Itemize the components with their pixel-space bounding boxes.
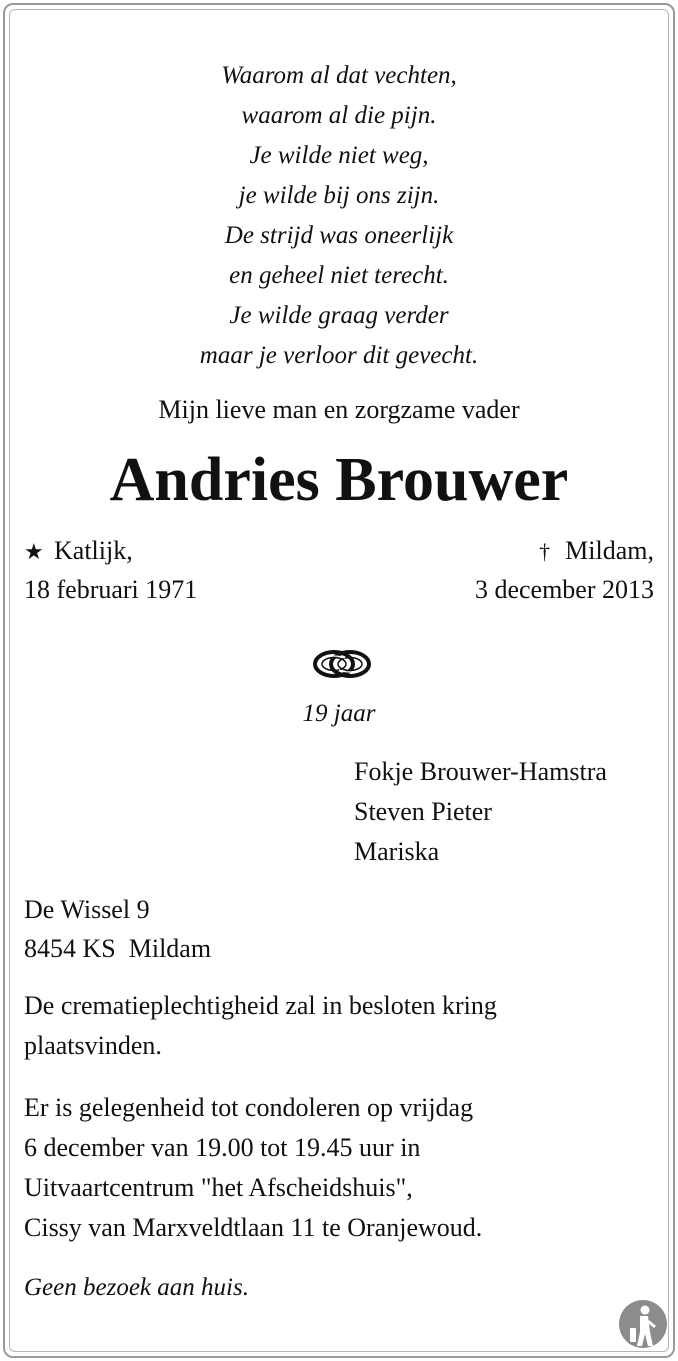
family-member: Mariska: [354, 837, 440, 866]
paragraph-line: Uitvaartcentrum "het Afscheidshuis",: [24, 1173, 413, 1202]
paragraph-line: Er is gelegenheid tot condoleren op vrijdag: [24, 1093, 474, 1122]
years-married: 19 jaar: [302, 700, 376, 727]
paragraph-line: plaatsvinden.: [24, 1031, 162, 1060]
death-info: [475, 532, 654, 609]
poem-line: De strijd was oneerlijk: [224, 222, 454, 249]
cross-icon: †: [539, 539, 551, 564]
star-icon: ★: [24, 539, 44, 564]
poem-line: en geheel niet terecht.: [229, 262, 449, 289]
poem-line: je wilde bij ons zijn.: [238, 182, 440, 209]
closing-note: Geen bezoek aan huis.: [24, 1274, 249, 1301]
family-member: Steven Pieter: [354, 797, 492, 826]
birth-date: 18 februari 1971: [24, 575, 198, 604]
birth-place: Katlijk,: [54, 536, 133, 565]
address-street: De Wissel 9: [24, 895, 150, 924]
death-date: 3 december 2013: [474, 575, 654, 604]
death-place: Mildam,: [565, 536, 654, 565]
paragraph-line: De crematieplechtigheid zal in besloten kring: [24, 991, 497, 1020]
poem-line: Je wilde graag verder: [229, 302, 449, 329]
birth-info: [24, 532, 197, 609]
intro-line: Mijn lieve man en zorgzame vader: [158, 395, 520, 424]
poem-line: Waarom al dat vechten,: [221, 62, 457, 89]
poem-line: Je wilde niet weg,: [249, 142, 429, 169]
poem: [0, 56, 678, 376]
family-member: Fokje Brouwer-Hamstra: [354, 757, 607, 786]
deceased-name: Andries Brouwer: [109, 446, 569, 514]
wedding-rings-icon: [310, 646, 374, 682]
paragraph-line: 6 december van 19.00 tot 19.45 uur in: [24, 1133, 421, 1162]
memorial-logo-icon: [618, 1298, 668, 1350]
poem-line: waarom al die pijn.: [241, 102, 437, 129]
cremation-paragraph: [24, 986, 644, 1066]
poem-line: maar je verloor dit gevecht.: [199, 342, 479, 369]
address-city: 8454 KS Mildam: [24, 934, 212, 963]
condolence-paragraph: [24, 1088, 644, 1248]
paragraph-line: Cissy van Marxveldtlaan 11 te Oranjewoud.: [24, 1213, 483, 1242]
family-list: [354, 752, 607, 872]
address: [24, 890, 211, 968]
